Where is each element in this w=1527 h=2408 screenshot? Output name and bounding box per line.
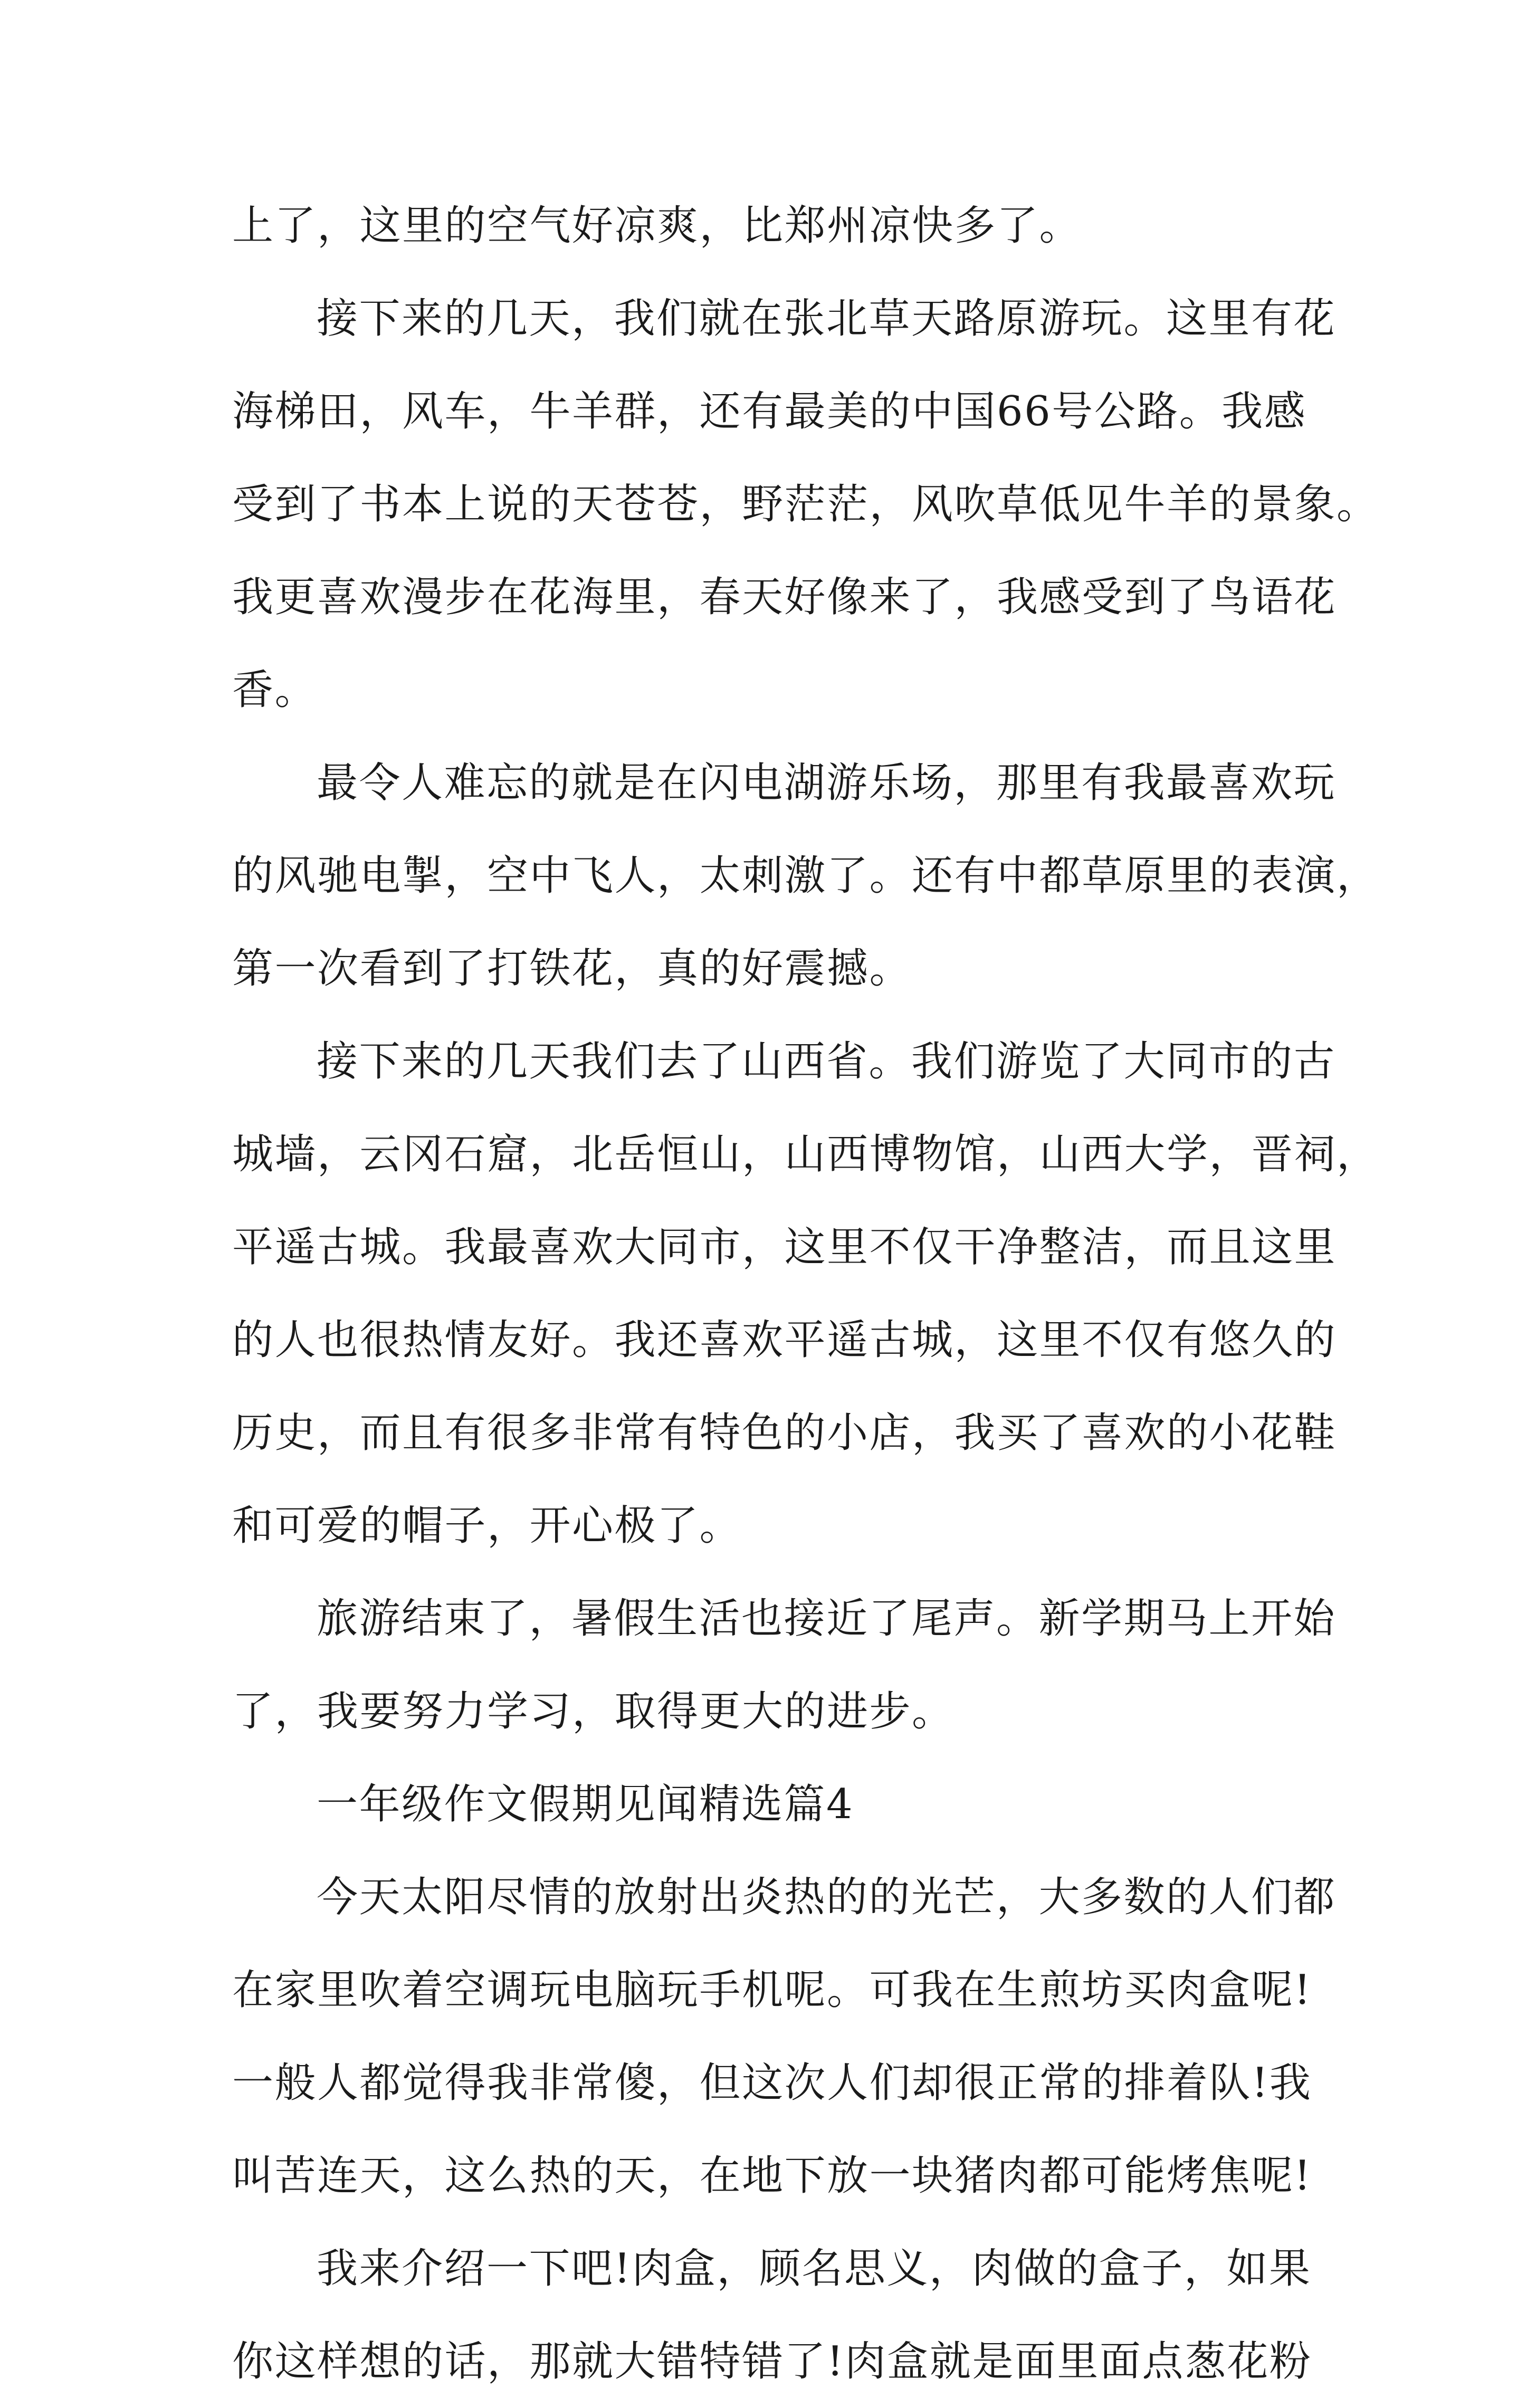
text-line: 在家里吹着空调玩电脑玩手机呢。可我在生煎坊买肉盒呢! [232,1966,1312,2014]
text-line: 海梯田，风车，牛羊群，还有最美的中国66号公路。我感 [232,388,1307,435]
text-line: 上了，这里的空气好凉爽，比郑州凉快多了。 [232,202,1082,250]
text-line: 和可爱的帽子，开心极了。 [232,1502,742,1550]
text-line: 城墙，云冈石窟，北岳恒山，山西博物馆，山西大学，晋祠， [232,1131,1379,1178]
text-line: 了，我要努力学习，取得更大的进步。 [232,1688,955,1735]
text-line: 香。 [232,666,318,714]
paragraph-start-line: 今天太阳尽情的放射出炎热的的光芒，大多数的人们都 [317,1874,1337,1921]
paragraph-start-line: 最令人难忘的就是在闪电湖游乐场，那里有我最喜欢玩 [317,759,1337,807]
paragraph-start-line: 接下来的几天我们去了山西省。我们游览了大同市的古 [317,1038,1337,1085]
text-line: 一般人都觉得我非常傻，但这次人们却很正常的排着队!我 [232,2059,1312,2107]
paragraph-start-line: 我来介绍一下吧!肉盒，顾名思义，肉做的盒子，如果 [317,2245,1312,2292]
text-line: 你这样想的话，那就大错特错了!肉盒就是面里面点葱花粉 [232,2338,1312,2385]
paragraph-start-line: 旅游结束了，暑假生活也接近了尾声。新学期马上开始 [317,1595,1337,1642]
text-line: 的人也很热情友好。我还喜欢平遥古城，这里不仅有悠久的 [232,1316,1337,1364]
text-line: 叫苦连天，这么热的天，在地下放一块猪肉都可能烤焦呢! [232,2152,1312,2200]
text-line: 平遥古城。我最喜欢大同市，这里不仅干净整洁，而且这里 [232,1224,1337,1271]
section-heading: 一年级作文假期见闻精选篇4 [317,1781,854,1828]
text-line: 历史，而且有很多非常有特色的小店，我买了喜欢的小花鞋 [232,1409,1337,1457]
text-line: 受到了书本上说的天苍苍，野茫茫，风吹草低见牛羊的景象。 [232,481,1379,528]
text-line: 我更喜欢漫步在花海里，春天好像来了，我感受到了鸟语花 [232,574,1337,621]
paragraph-start-line: 接下来的几天，我们就在张北草天路原游玩。这里有花 [317,295,1337,342]
body-text [232,179,1379,2408]
text-line: 的风驰电掣，空中飞人，太刺激了。还有中都草原里的表演， [232,852,1379,900]
text-line: 第一次看到了打铁花，真的好震撼。 [232,945,912,992]
